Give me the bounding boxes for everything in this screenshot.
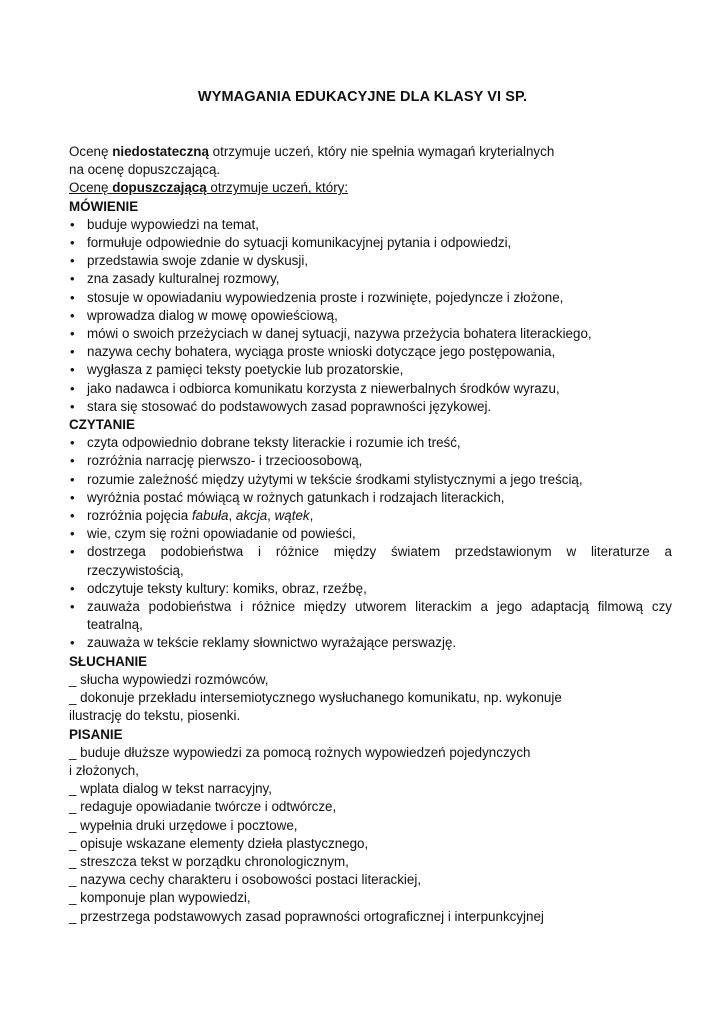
list-item: • buduje wypowiedzi na temat, xyxy=(69,216,672,234)
list-item: _ przestrzega podstawowych zasad poprawności ortograficznej i interpunkcyjnej xyxy=(69,908,544,924)
list-item: _ dokonuje przekładu intersemiotycznego wysłuchanego komunikatu, np. wykonuje xyxy=(69,690,562,706)
list-item-continuation: ilustrację do tekstu, piosenki. xyxy=(69,708,241,724)
list-item: • rozumie zależność między użytymi w tekście środkami stylistycznymi a jego treścią, xyxy=(69,471,672,489)
list-item: • przedstawia swoje zdanie w dyskusji, xyxy=(69,252,672,270)
list-item: _ komponuje plan wypowiedzi, xyxy=(69,890,251,906)
term-fabula: fabuła xyxy=(191,508,229,524)
list-item: _ wypełnia druki urzędowe i pocztowe, xyxy=(69,817,298,833)
list-item: • stosuje w opowiadaniu wypowiedzenia proste i rozwinięte, pojedyncze i złożone, xyxy=(69,289,672,307)
term-watek: wątek xyxy=(274,508,310,524)
list-item: • zna zasady kulturalnej rozmowy, xyxy=(69,270,672,288)
grade-name-dopuszczajaca: dopuszczającą xyxy=(112,180,207,196)
intro-line-2: na ocenę dopuszczającą. xyxy=(69,162,221,178)
intro-line-1 xyxy=(69,143,672,161)
section-heading-pisanie: PISANIE xyxy=(69,726,123,742)
section-heading-czytanie: CZYTANIE xyxy=(69,417,135,433)
list-item: • zauważa podobieństwa i różnice między utworem literackim a jego adaptacją filmową czy xyxy=(69,598,672,616)
list-item: • odczytuje teksty kultury: komiks, obraz, rzeźbę, xyxy=(69,580,672,598)
intro-text: otrzymuje uczeń, który: xyxy=(206,180,349,196)
grade-name-niedostateczna: niedostateczną xyxy=(112,144,209,159)
list-item: _ redaguje opowiadanie twórcze i odtwórcze, xyxy=(69,799,337,815)
list-item: • wie, czym się rożni opowiadanie od powieści, xyxy=(69,525,672,543)
list-item: • wyróżnia postać mówiącą w rożnych gatunkach i rodzajach literackich, xyxy=(69,489,672,507)
list-item-text: , xyxy=(309,508,314,524)
list-item-pojecia xyxy=(69,507,672,525)
intro-text: Ocenę xyxy=(69,144,113,159)
list-item-text: , xyxy=(267,508,275,524)
page-title: WYMAGANIA EDUKACYJNE DLA KLASY VI SP. xyxy=(197,89,528,105)
list-item-continuation: i złożonych, xyxy=(69,762,139,778)
list-item: _ buduje dłuższe wypowiedzi za pomocą rożnych wypowiedzeń pojedynczych xyxy=(69,744,531,760)
intro-text: otrzymuje uczeń, który nie spełnia wymagań kryterialnych xyxy=(208,144,555,159)
term-akcja: akcja xyxy=(235,508,268,524)
list-item: • wygłasza z pamięci teksty poetyckie lub prozatorskie, xyxy=(69,361,672,379)
list-item: _ wplata dialog w tekst narracyjny, xyxy=(69,781,272,797)
intro-text: Ocenę xyxy=(69,180,113,196)
list-item: • zauważa w tekście reklamy słownictwo wyrażające perswazję. xyxy=(69,634,672,652)
list-item: _ opisuje wskazane elementy dzieła plastycznego, xyxy=(69,835,369,851)
document-body xyxy=(69,143,672,926)
section-heading-mowienie: MÓWIENIE xyxy=(69,198,139,214)
list-item: • jako nadawca i odbiorca komunikatu korzysta z niewerbalnych środków wyrazu, xyxy=(69,380,672,398)
list-item: • mówi o swoich przeżyciach w danej sytuacji, nazywa przeżycia bohatera literackiego, xyxy=(69,325,672,343)
list-item: _ słucha wypowiedzi rozmówców, xyxy=(69,671,269,687)
section-heading-sluchanie: SŁUCHANIE xyxy=(69,653,148,669)
list-item: • nazywa cechy bohatera, wyciąga proste wnioski dotyczące jego postępowania, xyxy=(69,343,672,361)
intro-line-3 xyxy=(69,179,672,197)
list-item: • wprowadza dialog w mowę opowieściową, xyxy=(69,307,672,325)
list-item-continuation: teatralną, xyxy=(87,617,143,633)
list-item: • rozróżnia narrację pierwszo- i trzecioosobową, xyxy=(69,452,672,470)
list-item-text: rozróżnia pojęcia xyxy=(87,508,192,524)
list-item-continuation: rzeczywistością, xyxy=(87,562,184,578)
list-item: • stara się stosować do podstawowych zasad poprawności językowej. xyxy=(69,398,672,416)
list-item-text: , xyxy=(228,508,236,524)
list-item: • czyta odpowiednio dobrane teksty literackie i rozumie ich treść, xyxy=(69,434,672,452)
list-item: _ nazywa cechy charakteru i osobowości postaci literackiej, xyxy=(69,872,422,888)
list-item: _ streszcza tekst w porządku chronologicznym, xyxy=(69,853,349,869)
list-item: • formułuje odpowiednie do sytuacji komunikacyjnej pytania i odpowiedzi, xyxy=(69,234,672,252)
list-item: • dostrzega podobieństwa i różnice między światem przedstawionym w literaturze a xyxy=(69,543,672,561)
